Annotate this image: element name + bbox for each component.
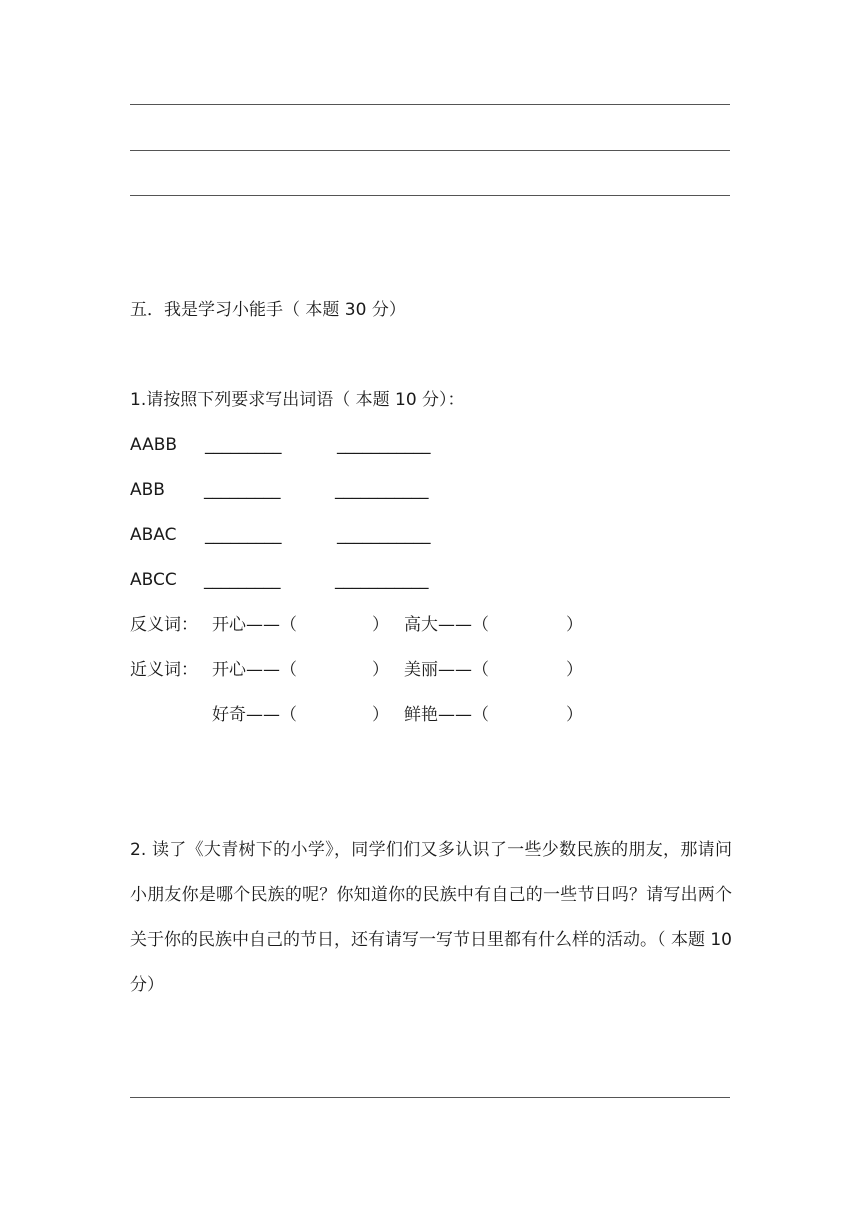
antonym-word: 高大——（ bbox=[404, 615, 489, 635]
pattern-label: ABB bbox=[130, 480, 165, 500]
fill-blank[interactable]: ___________ bbox=[335, 480, 429, 500]
synonym-word: 鲜艳——（ bbox=[404, 705, 489, 725]
pattern-label: ABCC bbox=[130, 570, 177, 590]
section-title: 五．我是学习小能手（ 本题 30 分） bbox=[130, 300, 406, 320]
bracket-close: ） bbox=[372, 705, 389, 725]
bracket-close: ） bbox=[372, 660, 389, 680]
bracket-close: ） bbox=[566, 705, 583, 725]
pattern-label: AABB bbox=[130, 435, 178, 455]
answer-line bbox=[130, 195, 730, 196]
synonym-word: 好奇——（ bbox=[212, 705, 297, 725]
fill-blank[interactable]: _________ bbox=[205, 525, 282, 545]
answer-line bbox=[130, 1097, 730, 1098]
pattern-label: ABAC bbox=[130, 525, 177, 545]
synonym-word: 美丽——（ bbox=[404, 660, 489, 680]
fill-blank[interactable]: _________ bbox=[204, 480, 281, 500]
bracket-close: ） bbox=[566, 660, 583, 680]
fill-blank[interactable]: ___________ bbox=[335, 570, 429, 590]
fill-blank[interactable]: ___________ bbox=[337, 435, 431, 455]
fill-blank[interactable]: ___________ bbox=[337, 525, 431, 545]
fill-blank[interactable]: _________ bbox=[204, 570, 281, 590]
antonym-word: 开心——（ bbox=[212, 615, 297, 635]
synonym-label: 近义词： bbox=[130, 660, 198, 680]
question-2-text: 2. 读了《大青树下的小学》，同学们们又多认识了一些少数民族的朋友，那请问小朋友你是哪个民族的呢？你知道你的民族中有自己的一些节日吗？请写出两个关于你的民族中自己的节日，还有请写一写节日里都有什么样的活动。（ 本题 10 分） bbox=[130, 840, 732, 995]
answer-line bbox=[130, 104, 730, 105]
antonym-label: 反义词： bbox=[130, 615, 198, 635]
bracket-close: ） bbox=[372, 615, 389, 635]
synonym-word: 开心——（ bbox=[212, 660, 297, 680]
answer-line bbox=[130, 150, 730, 151]
question-1-title: 1.请按照下列要求写出词语（ 本题 10 分）： bbox=[130, 390, 465, 410]
bracket-close: ） bbox=[566, 615, 583, 635]
fill-blank[interactable]: _________ bbox=[205, 435, 282, 455]
